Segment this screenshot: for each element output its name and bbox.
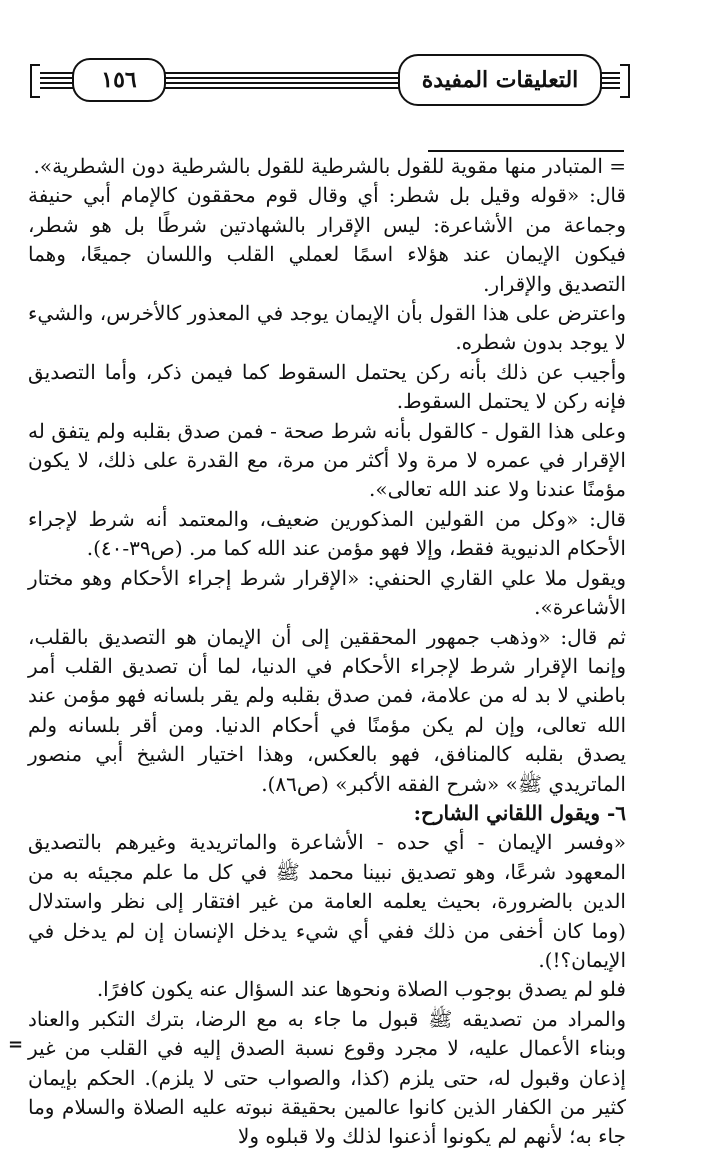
paragraph: = المتبادر منها مقوية للقول بالشرطية للقول بالشرطية دون الشطرية». xyxy=(33,154,626,178)
running-header xyxy=(30,52,630,108)
page-body xyxy=(28,152,626,1152)
paragraph: واعترض على هذا القول بأن الإيمان يوجد في المعذور كالأخرس، والشيء لا يوجد بدون شطره. xyxy=(28,301,626,355)
paragraph: قال: «قوله وقيل بل شطر: أي وقال قوم محققون كالإمام أبي حنيفة وجماعة من الأشاعرة: ليس الإقرار بالشهادتين شرطًا بل هو شطر، فيكون الإيمان عند هؤلاء اسمًا لعملي القلب واللسان جميعًا، وهما التصديق والإقرار. xyxy=(28,183,626,296)
paragraph: والمراد من تصديقه ﷺ قبول ما جاء به مع الرضا، بترك التكبر والعناد وبناء الأعمال عليه، لا مجرد وقوع نسبة الصدق إليه في القلب من غير إذعان وقبول له، حتى يلزم (كذا، والصواب حتى لا يلزم). الحكم بإيمان كثير من الكفار الذين كانوا عالمين بحقيقة نبوته عليه الصلاة والسلام وما جاء به؛ لأنهم لم يكونوا أذعنوا لذلك ولا قبلوه ولا xyxy=(28,1006,626,1149)
continuation-mark: = xyxy=(8,1034,24,1055)
running-title: التعليقات المفيدة xyxy=(398,54,602,106)
page-number: ١٥٦ xyxy=(72,58,166,102)
paragraph: وعلى هذا القول - كالقول بأنه شرط صحة - فمن صدق بقلبه ولم يتفق له الإقرار في عمره لا مرة ولا أكثر من مرة، مع القدرة على ذلك، لا يكون مؤمنًا عندنا ولا عند الله تعالى». xyxy=(28,418,626,502)
header-bracket-right xyxy=(620,64,630,98)
paragraph: وأجيب عن ذلك بأنه ركن يحتمل السقوط كما فيمن ذكر، وأما التصديق فإنه ركن لا يحتمل السقوط. xyxy=(28,359,626,414)
paragraph: «وفسر الإيمان - أي حده - الأشاعرة والماتريدية وغيرهم بالتصديق المعهود شرعًا، وهو تصديق نبينا محمد ﷺ في كل ما علم مجيئه به من الدين بالضرورة، بحيث يعلمه العامة من غير افتقار إلى نظر واستدلال (وما كان أخفى من ذلك ففي أي شيء يدخل الإنسان إن لم يدخل في الإيمان؟!). xyxy=(28,830,626,972)
paragraph: فلو لم يصدق بوجوب الصلاة ونحوها عند السؤال عنه يكون كافرًا. xyxy=(96,977,626,1002)
paragraph: ثم قال: «وذهب جمهور المحققين إلى أن الإيمان هو التصديق بالقلب، وإنما الإقرار شرط لإجراء الأحكام في الدنيا، لما أن تصديق القلب أمر باطني لا بد له من علامة، فمن صدق بقلبه ولم يقر بلسانه فهو مؤمن عند الله تعالى، وإن لم يكن مؤمنًا في أحكام الدنيا. ومن أقر بلسانه ولم يصدق بقلبه كالمنافق، فهو بالعكس، وهذا اختيار الشيخ أبي منصور الماتريدي ﷺ» «شرح الفقه الأكبر» (ص٨٦). xyxy=(28,624,626,796)
section-heading: ٦- ويقول اللقاني الشارح: xyxy=(413,800,626,825)
paragraph: قال: «وكل من القولين المذكورين ضعيف، والمعتمد أنه شرط لإجراء الأحكام الدنيوية فقط، وإلا فهو مؤمن عند الله كما مر. (ص٣٩-٤٠). xyxy=(28,506,626,561)
paragraph: ويقول ملا علي القاري الحنفي: «الإقرار شرط إجراء الأحكام وهو مختار الأشاعرة». xyxy=(28,565,626,620)
header-bracket-left xyxy=(30,64,40,98)
